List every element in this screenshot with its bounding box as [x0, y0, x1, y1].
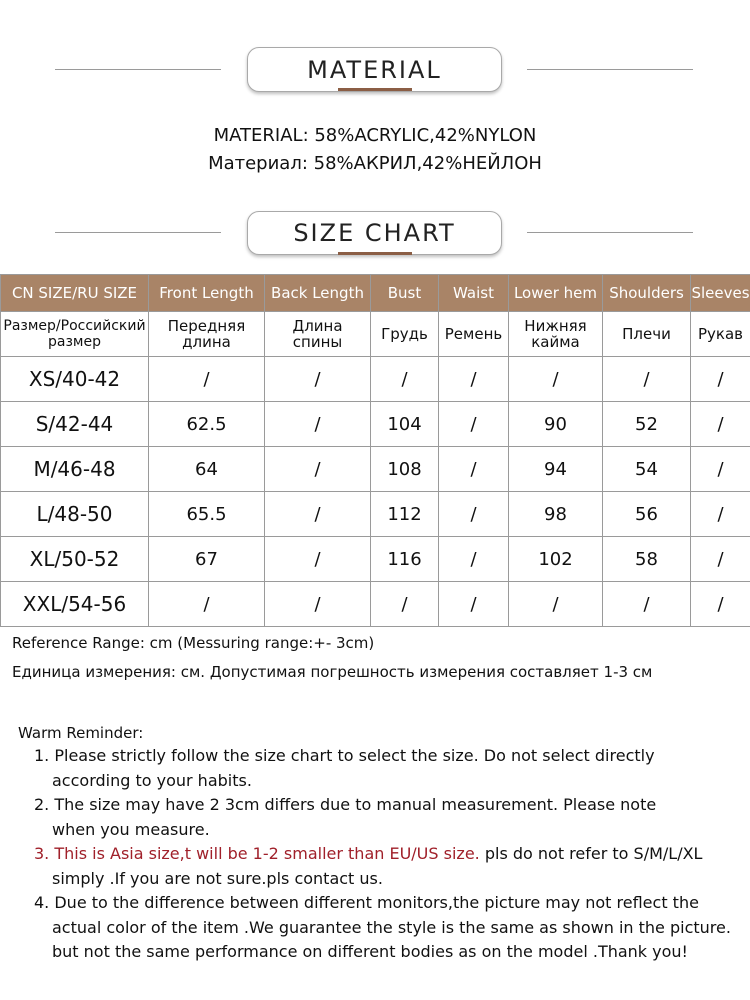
col-header-bust: Bust [371, 275, 439, 312]
col-header-waist: Waist [439, 275, 509, 312]
size-chart-heading-text: SIZE CHART [293, 219, 456, 247]
back-length-cell: / [265, 492, 371, 537]
sleeves-cell: / [691, 447, 750, 492]
size-left-rule [55, 232, 221, 233]
table-row [1, 492, 750, 537]
waist-cell: / [439, 582, 509, 627]
table-row [1, 537, 750, 582]
bust-cell: 116 [371, 537, 439, 582]
table-row [1, 447, 750, 492]
ru-header-back-length: Длина спины [265, 312, 371, 357]
waist-cell: / [439, 492, 509, 537]
shoulders-cell: 58 [603, 537, 691, 582]
bust-cell: / [371, 582, 439, 627]
bust-cell: / [371, 357, 439, 402]
reference-range-en: Reference Range: cm (Messuring range:+- 3cm) [12, 634, 375, 652]
sleeves-cell: / [691, 582, 750, 627]
shoulders-cell: 54 [603, 447, 691, 492]
front-length-cell: 64 [149, 447, 265, 492]
lower-hem-cell: 102 [509, 537, 603, 582]
col-header-back-length: Back Length [265, 275, 371, 312]
col-header-shoulders: Shoulders [603, 275, 691, 312]
col-header-front-length: Front Length [149, 275, 265, 312]
ru-header-waist: Ремень [439, 312, 509, 357]
back-length-cell: / [265, 582, 371, 627]
ru-header-size: Размер/Российский размер [1, 312, 149, 357]
reference-range-ru: Единица измерения: см. Допустимая погрешность измерения составляет 1-3 см [12, 663, 653, 681]
lower-hem-cell: / [509, 357, 603, 402]
header-row-en [1, 275, 750, 312]
shoulders-cell: / [603, 582, 691, 627]
material-right-rule [527, 69, 693, 70]
ru-header-front-length: Передняя длина [149, 312, 265, 357]
material-heading-text: MATERIAL [307, 55, 442, 84]
reminder-list [34, 744, 746, 965]
material-line-en: MATERIAL: 58%ACRYLIC,42%NYLON [213, 125, 537, 146]
material-line-ru: Материал: 58%АКРИЛ,42%НЕЙЛОН [208, 153, 542, 174]
size-cell: XXL/54-56 [1, 582, 149, 627]
front-length-cell: 65.5 [149, 492, 265, 537]
front-length-cell: 67 [149, 537, 265, 582]
col-header-size: CN SIZE/RU SIZE [1, 275, 149, 312]
size-right-rule [527, 232, 693, 233]
reminder-item-3: 3. This is Asia size,t will be 1-2 smaller than EU/US size. pls do not refer to S/M/L/XL simply .If you are not sure.pls contact us. [34, 844, 703, 888]
material-heading [247, 47, 502, 92]
waist-cell: / [439, 357, 509, 402]
header-row-ru [1, 312, 750, 357]
shoulders-cell: 52 [603, 402, 691, 447]
size-cell: S/42-44 [1, 402, 149, 447]
lower-hem-cell: 90 [509, 402, 603, 447]
ru-header-lower-hem: Нижняя кайма [509, 312, 603, 357]
col-header-sleeves: Sleeves [691, 275, 750, 312]
size-cell: L/48-50 [1, 492, 149, 537]
lower-hem-cell: 98 [509, 492, 603, 537]
size-chart-table [0, 274, 750, 627]
shoulders-cell: / [603, 357, 691, 402]
shoulders-cell: 56 [603, 492, 691, 537]
reminder-item-1: 1. Please strictly follow the size chart to select the size. Do not select directly according to your habits. [34, 746, 655, 790]
front-length-cell: / [149, 357, 265, 402]
sleeves-cell: / [691, 537, 750, 582]
waist-cell: / [439, 402, 509, 447]
size-cell: XL/50-52 [1, 537, 149, 582]
back-length-cell: / [265, 447, 371, 492]
material-heading-underline [338, 88, 412, 91]
reminder-item-2: 2. The size may have 2 3cm differs due to manual measurement. Please note when you measure. [34, 795, 657, 839]
waist-cell: / [439, 447, 509, 492]
lower-hem-cell: / [509, 582, 603, 627]
bust-cell: 112 [371, 492, 439, 537]
back-length-cell: / [265, 537, 371, 582]
ru-header-sleeves: Рукав [691, 312, 750, 357]
table-row [1, 402, 750, 447]
ru-header-shoulders: Плечи [603, 312, 691, 357]
size-chart-heading-underline [338, 252, 412, 255]
asia-size-warning: 3. This is Asia size,t will be 1-2 smaller than EU/US size. [34, 844, 480, 863]
back-length-cell: / [265, 357, 371, 402]
sleeves-cell: / [691, 402, 750, 447]
size-chart-heading [247, 211, 502, 255]
ru-header-bust: Грудь [371, 312, 439, 357]
sleeves-cell: / [691, 357, 750, 402]
size-cell: M/46-48 [1, 447, 149, 492]
back-length-cell: / [265, 402, 371, 447]
front-length-cell: 62.5 [149, 402, 265, 447]
reminder-title: Warm Reminder: [18, 724, 144, 742]
col-header-lower-hem: Lower hem [509, 275, 603, 312]
sleeves-cell: / [691, 492, 750, 537]
front-length-cell: / [149, 582, 265, 627]
lower-hem-cell: 94 [509, 447, 603, 492]
material-left-rule [55, 69, 221, 70]
bust-cell: 104 [371, 402, 439, 447]
table-row [1, 582, 750, 627]
reminder-item-4: 4. Due to the difference between different monitors,the picture may not reflect the actual color of the item .We guarantee the style is the same as shown in the picture. but not the same performance on different bodies as on the model .Thank you! [34, 893, 731, 961]
table-row [1, 357, 750, 402]
bust-cell: 108 [371, 447, 439, 492]
waist-cell: / [439, 537, 509, 582]
size-cell: XS/40-42 [1, 357, 149, 402]
